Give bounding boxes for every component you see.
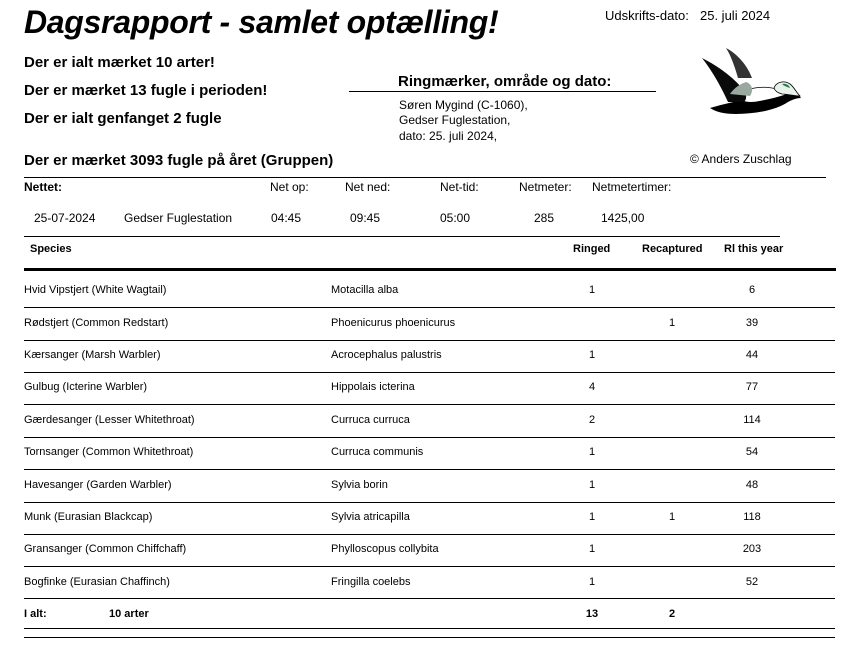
ringer-place: Gedser Fuglestation, [399, 113, 511, 127]
row-2-name: Rødstjert (Common Redstart) [24, 317, 169, 329]
netmetertimer-header: Netmetertimer: [592, 180, 672, 194]
ringer-heading: Ringmærker, område og dato: [398, 73, 612, 90]
copyright: © Anders Zuschlag [690, 152, 792, 166]
row-divider [24, 404, 835, 405]
row-10-ringed: 1 [588, 576, 596, 588]
bottom-rule-1 [24, 628, 835, 629]
net-ned-value: 09:45 [350, 211, 381, 225]
row-divider [24, 566, 835, 567]
total-label: I alt: [24, 608, 47, 620]
page-title: Dagsrapport - samlet optælling! [24, 4, 499, 40]
col-recaptured: Recaptured [642, 243, 703, 255]
row-2-latin: Phoenicurus phoenicurus [331, 317, 456, 329]
col-ri-year: Rl this year [724, 243, 784, 255]
row-8-recap: 1 [668, 511, 676, 523]
row-divider [24, 598, 835, 599]
col-ringed: Ringed [573, 243, 611, 255]
row-8-ringed: 1 [588, 511, 596, 523]
net-label: Nettet: [24, 180, 62, 194]
net-date: 25-07-2024 [34, 211, 96, 225]
row-divider [24, 469, 835, 470]
row-6-name: Tornsanger (Common Whitethroat) [24, 446, 194, 458]
row-1-latin: Motacilla alba [331, 284, 399, 296]
print-date: 25. juli 2024 [700, 8, 771, 23]
row-8-latin: Sylvia atricapilla [331, 511, 410, 523]
row-5-name: Gærdesanger (Lesser Whitethroat) [24, 414, 195, 426]
row-9-latin: Phylloscopus collybita [331, 543, 439, 555]
print-date-label: Udskrifts-dato: [605, 8, 689, 23]
summary-recaptured: Der er ialt genfanget 2 fugle [24, 110, 222, 127]
row-8-year: 118 [743, 511, 761, 523]
total-recaptured: 2 [668, 608, 676, 620]
divider-net [24, 236, 780, 237]
row-3-latin: Acrocephalus palustris [331, 349, 442, 361]
row-1-name: Hvid Vipstjert (White Wagtail) [24, 284, 167, 296]
row-9-name: Gransanger (Common Chiffchaff) [24, 543, 187, 555]
ringer-heading-underline [349, 91, 656, 92]
row-9-year: 203 [742, 543, 762, 555]
net-op-header: Net op: [270, 180, 309, 194]
net-tid-header: Net-tid: [440, 180, 479, 194]
row-divider [24, 372, 835, 373]
row-8-name: Munk (Eurasian Blackcap) [24, 511, 153, 523]
row-6-latin: Curruca communis [331, 446, 424, 458]
row-1-ringed: 1 [588, 284, 596, 296]
ringer-name: Søren Mygind (C-1060), [399, 98, 528, 112]
divider-top [24, 177, 826, 178]
row-6-ringed: 1 [588, 446, 596, 458]
row-5-ringed: 2 [588, 414, 596, 426]
row-divider [24, 534, 835, 535]
col-species: Species [30, 243, 72, 255]
row-3-year: 44 [745, 349, 759, 361]
row-1-year: 6 [748, 284, 756, 296]
row-10-latin: Fringilla coelebs [331, 576, 411, 588]
row-10-year: 52 [745, 576, 759, 588]
net-station: Gedser Fuglestation [124, 211, 233, 225]
row-7-name: Havesanger (Garden Warbler) [24, 479, 172, 491]
row-divider [24, 437, 835, 438]
duck-wing-far [726, 48, 752, 78]
row-2-year: 39 [745, 317, 759, 329]
net-ned-header: Net ned: [345, 180, 391, 194]
eider-duck-logo [700, 44, 804, 118]
netmetertimer-value: 1425,00 [601, 211, 645, 225]
row-9-ringed: 1 [588, 543, 596, 555]
row-2-recap: 1 [668, 317, 676, 329]
net-tid-value: 05:00 [440, 211, 471, 225]
summary-year: Der er mærket 3093 fugle på året (Gruppen) [24, 152, 334, 169]
row-divider [24, 502, 835, 503]
row-5-year: 114 [743, 414, 761, 426]
row-4-ringed: 4 [588, 381, 596, 393]
total-ringed: 13 [585, 608, 599, 620]
row-divider [24, 307, 835, 308]
row-3-ringed: 1 [588, 349, 596, 361]
row-7-year: 48 [745, 479, 759, 491]
header-rule [24, 268, 836, 271]
row-7-latin: Sylvia borin [331, 479, 388, 491]
row-4-name: Gulbug (Icterine Warbler) [24, 381, 148, 393]
ringer-date: dato: 25. juli 2024, [399, 129, 498, 143]
row-10-name: Bogfinke (Eurasian Chaffinch) [24, 576, 170, 588]
row-7-ringed: 1 [588, 479, 596, 491]
summary-ringed: Der er mærket 13 fugle i perioden! [24, 82, 268, 99]
row-5-latin: Curruca curruca [331, 414, 410, 426]
row-6-year: 54 [745, 446, 759, 458]
row-divider [24, 340, 835, 341]
netmeter-header: Netmeter: [519, 180, 572, 194]
net-op-value: 04:45 [271, 211, 302, 225]
total-species-count: 10 arter [109, 608, 149, 620]
row-4-latin: Hippolais icterina [331, 381, 415, 393]
row-4-year: 77 [745, 381, 759, 393]
bottom-rule-2 [24, 637, 835, 638]
summary-species: Der er ialt mærket 10 arter! [24, 54, 215, 71]
netmeter-value: 285 [534, 211, 555, 225]
row-3-name: Kærsanger (Marsh Warbler) [24, 349, 161, 361]
